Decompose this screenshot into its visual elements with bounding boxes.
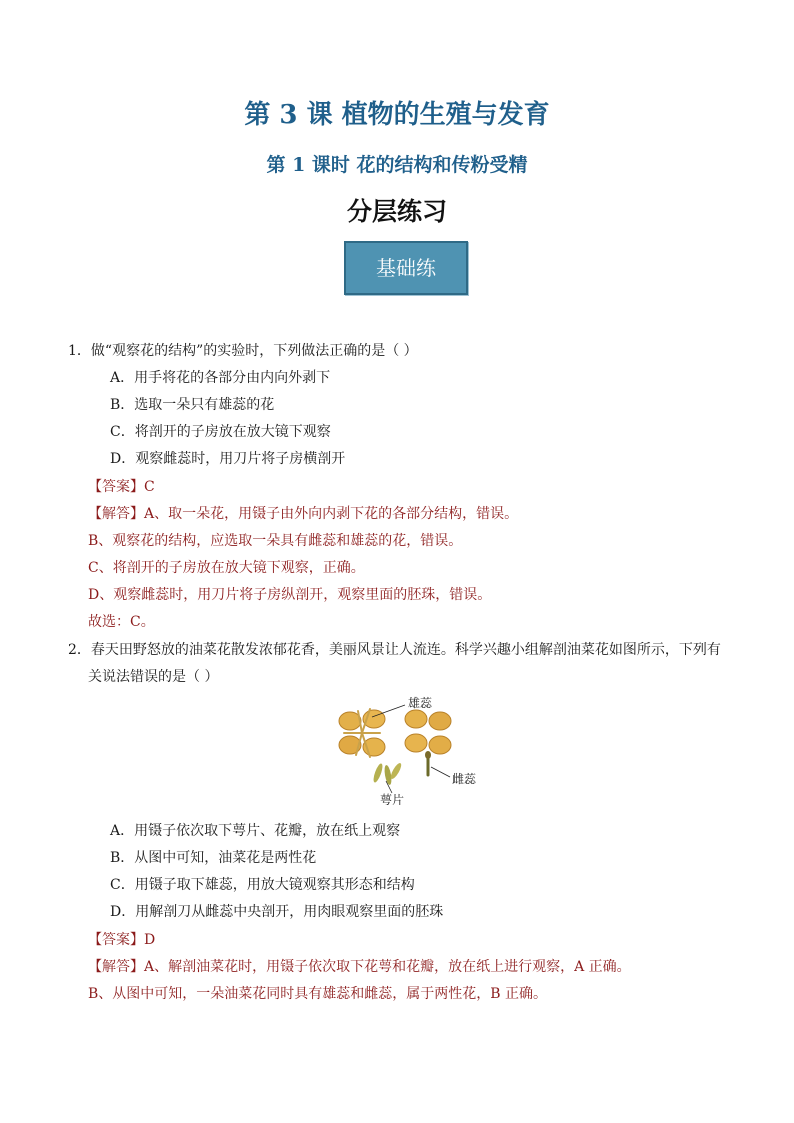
label-stamen: 雄蕊	[408, 696, 433, 710]
rapeseed-flower-figure	[330, 693, 490, 805]
q2-analysis-tag: 【解答】	[88, 959, 144, 975]
q1-analysis-d: D、观察雌蕊时，用刀片将子房纵剖开，观察里面的胚珠，错误。	[88, 587, 492, 603]
q1-option-a: A．用手将花的各部分由内向外剥下	[110, 370, 331, 386]
q1-conclusion: 故选：C。	[88, 614, 155, 630]
pistil	[425, 751, 431, 775]
q2-option-b: B．从图中可知，油菜花是两性花	[110, 850, 317, 866]
q1-analysis-c: C、将剖开的子房放在放大镜下观察，正确。	[88, 560, 365, 576]
petal-group-right	[405, 710, 451, 754]
q2-option-c: C．用镊子取下雄蕊，用放大镜观察其形态和结构	[110, 877, 415, 893]
lesson-title: 第 3 课 植物的生殖与发育	[244, 100, 550, 130]
q1-stem: 1．做“观察花的结构”的实验时，下列做法正确的是（ ）	[68, 343, 418, 359]
q1-answer-value: C	[144, 479, 155, 495]
q2-stem-line2: 关说法错误的是（ ）	[88, 669, 219, 685]
q2-analysis-b: B、从图中可知，一朵油菜花同时具有雄蕊和雌蕊，属于两性花，B 正确。	[88, 986, 548, 1002]
q2-answer-value: D	[144, 932, 156, 948]
q2-option-d: D．用解剖刀从雌蕊中央剖开，用肉眼观察里面的胚珠	[110, 904, 444, 920]
label-sepal: 萼片	[380, 793, 405, 805]
q2-option-a: A．用镊子依次取下萼片、花瓣，放在纸上观察	[110, 823, 401, 839]
level-badge: 基础练	[344, 241, 468, 295]
section-title: 分层练习	[346, 197, 447, 226]
sepal-group	[372, 762, 403, 786]
q2-analysis-a: A、解剖油菜花时，用镊子依次取下花萼和花瓣，放在纸上进行观察，A 正确。	[144, 959, 631, 975]
q1-answer-tag: 【答案】	[88, 479, 144, 495]
label-pistil: 雌蕊	[452, 772, 477, 786]
q1-option-d: D．观察雌蕊时，用刀片将子房横剖开	[110, 451, 346, 467]
q2-stem-line1: 2．春天田野怒放的油菜花散发浓郁花香，美丽风景让人流连。科学兴趣小组解剖油菜花如图所示，下列有	[68, 642, 721, 658]
q2-answer-tag: 【答案】	[88, 932, 144, 948]
q2-analysis-line	[88, 956, 631, 976]
q1-analysis-tag: 【解答】	[88, 506, 144, 522]
q1-analysis-line	[88, 503, 518, 523]
q1-answer	[88, 476, 155, 496]
q1-analysis-b: B、观察花的结构，应选取一朵具有雌蕊和雄蕊的花，错误。	[88, 533, 463, 549]
q1-option-c: C．将剖开的子房放在放大镜下观察	[110, 424, 331, 440]
q2-answer	[88, 929, 155, 949]
lesson-subtitle: 第 1 课时 花的结构和传粉受精	[266, 154, 528, 176]
q1-analysis-a: A、取一朵花，用镊子由外向内剥下花的各部分结构，错误。	[144, 506, 519, 522]
q1-option-b: B．选取一朵只有雄蕊的花	[110, 397, 275, 413]
